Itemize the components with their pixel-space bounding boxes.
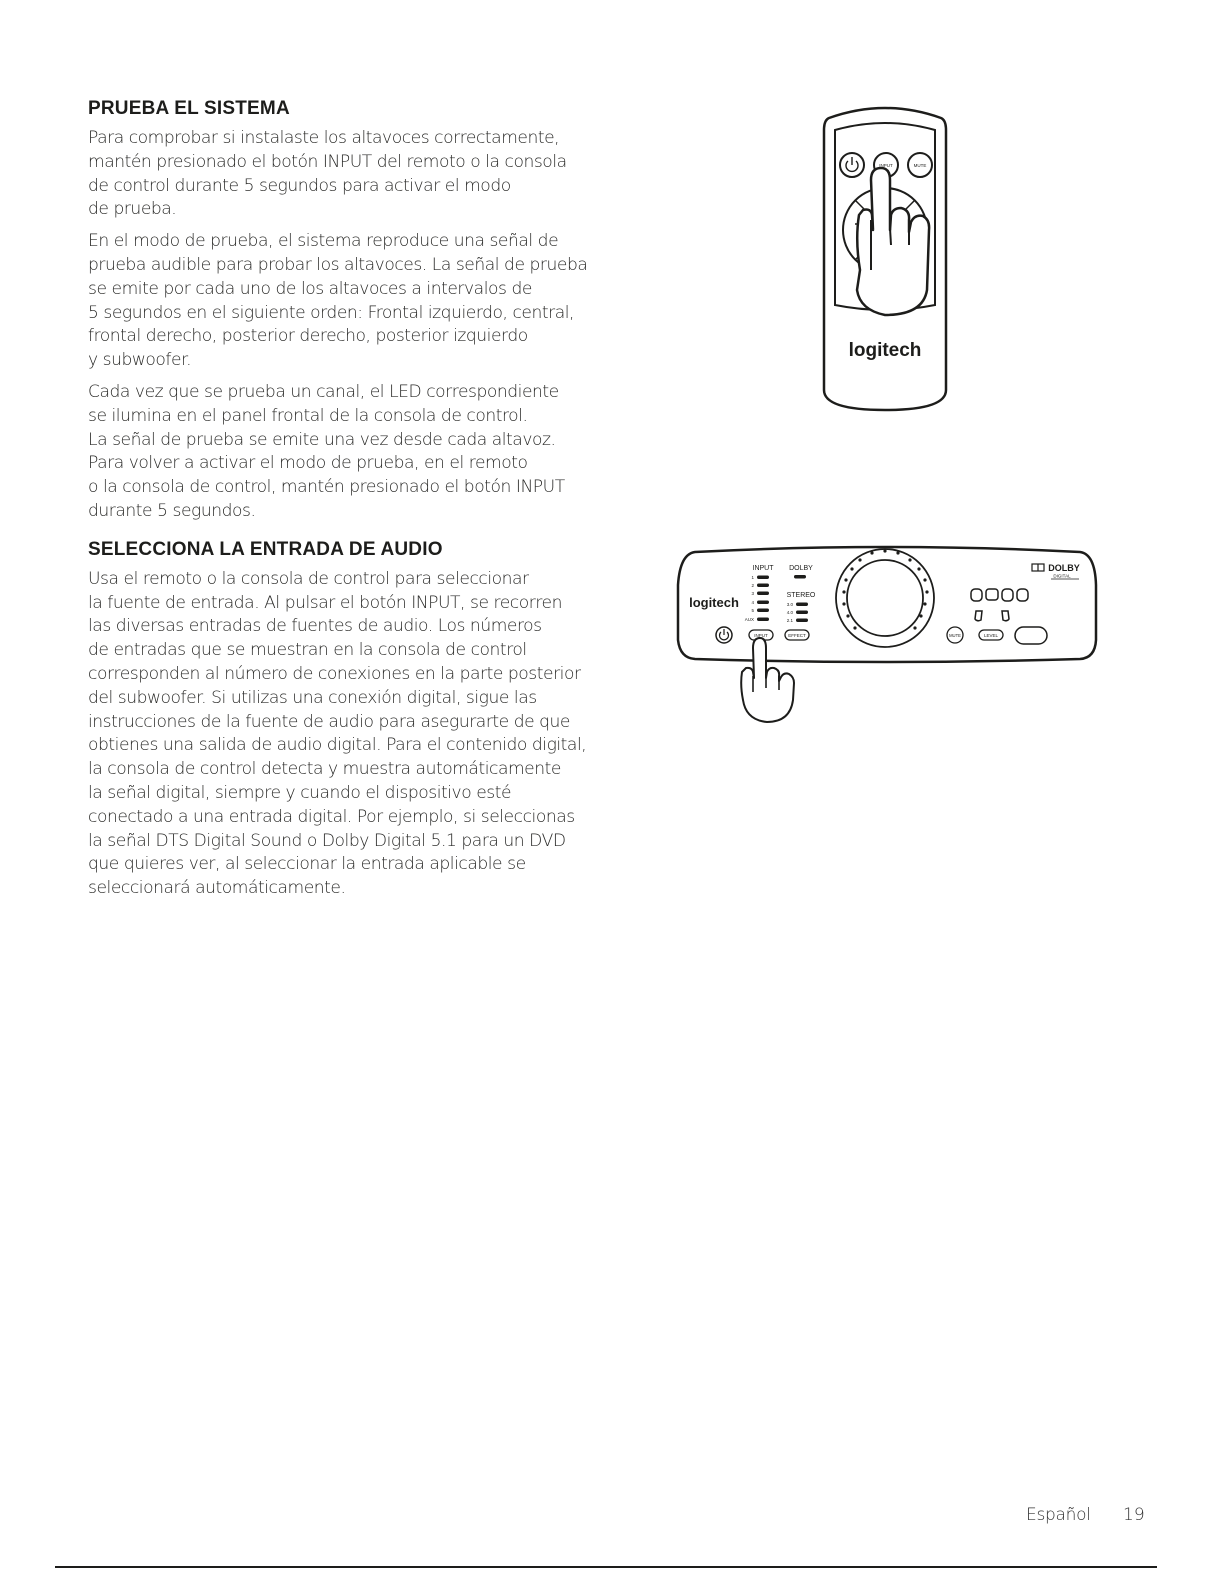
text-line: la señal digital, siempre y cuando el dispositivo esté xyxy=(88,782,512,803)
paragraph xyxy=(88,381,613,524)
text-line: se ilumina en el panel frontal de la consola de control. xyxy=(88,405,528,426)
input-led-label: 2 xyxy=(751,583,754,588)
stereo-led-label: 4.0 xyxy=(786,610,793,615)
dolby-logo-text: DOLBY xyxy=(1048,563,1080,573)
remote-illustration xyxy=(815,100,955,415)
stereo-led xyxy=(796,611,808,615)
volume-knob[interactable] xyxy=(836,549,934,647)
paragraph xyxy=(88,127,613,222)
text-line: conectado a una entrada digital. Por ejemplo, si seleccionas xyxy=(88,806,575,827)
section-heading-select-input: SELECCIONA LA ENTRADA DE AUDIO xyxy=(88,538,443,560)
stereo-header: STEREO xyxy=(786,592,816,599)
section-heading-test-system: PRUEBA EL SISTEMA xyxy=(88,98,290,119)
remote-input-label: INPUT xyxy=(879,163,893,168)
input-led xyxy=(757,584,769,588)
paragraph xyxy=(88,230,613,373)
text-line: la señal DTS Digital Sound o Dolby Digital 5.1 para un DVD xyxy=(88,830,566,851)
text-line: que quieres ver, al seleccionar la entrada aplicable se xyxy=(88,854,526,875)
text-line: de entradas que se muestran en la consola de control xyxy=(88,640,527,661)
input-led-label: AUX xyxy=(744,617,754,622)
text-line: corresponden al número de conexiones en la parte posterior xyxy=(88,663,581,684)
text-line: Para comprobar si instalaste los altavoces correctamente, xyxy=(88,128,560,148)
text-line: Usa el remoto o la consola de control para seleccionar xyxy=(88,568,529,589)
text-line: Cada vez que se prueba un canal, el LED correspondiente xyxy=(88,381,559,402)
text-line: del subwoofer. Si utilizas una conexión digital, sigue las xyxy=(88,687,537,708)
text-line: se emite por cada uno de los altavoces a intervalos de xyxy=(88,278,532,299)
text-column xyxy=(88,98,613,909)
text-line: las diversas entradas de fuentes de audio. Los números xyxy=(88,616,542,637)
stereo-led-label: 3.0 xyxy=(786,602,793,607)
dolby-header: DOLBY xyxy=(789,565,813,572)
page-number: 19 xyxy=(1123,1505,1145,1525)
console-headphone-jack xyxy=(1015,627,1047,644)
input-led xyxy=(757,601,769,605)
text-line: La señal de prueba se emite una vez desde cada altavoz. xyxy=(88,429,556,450)
paragraph xyxy=(88,568,613,901)
text-line: durante 5 segundos. xyxy=(88,500,256,521)
text-line: mantén presionado el botón INPUT del remoto o la consola xyxy=(88,151,567,172)
stereo-led-list xyxy=(787,602,808,623)
text-line: la fuente de entrada. Al pulsar el botón INPUT, se recorren xyxy=(88,592,562,613)
input-led-label: 3 xyxy=(751,591,754,596)
console-level-label: LEVEL xyxy=(983,633,999,638)
remote-mute-label: MUTE xyxy=(913,163,927,168)
text-line: seleccionará automáticamente. xyxy=(88,878,346,899)
stereo-led-label: 2.1 xyxy=(786,618,793,623)
control-console-illustration xyxy=(670,540,1105,730)
text-line: obtienes una salida de audio digital. Para el contenido digital, xyxy=(88,735,587,756)
console-mute-label: MUTE xyxy=(949,633,961,638)
input-led-label: 4 xyxy=(751,600,754,605)
remote-brand-logo: logitech xyxy=(848,340,922,361)
text-line: y subwoofer. xyxy=(88,350,192,371)
console-brand-logo: logitech xyxy=(689,595,739,610)
text-line: 5 segundos en el siguiente orden: Frontal izquierdo, central, xyxy=(88,302,575,323)
input-led-label: 5 xyxy=(751,608,754,613)
text-line: prueba audible para probar los altavoces. La señal de prueba xyxy=(88,254,588,275)
power-icon xyxy=(840,153,864,177)
text-line: de prueba. xyxy=(88,199,177,220)
input-header: INPUT xyxy=(752,565,774,572)
dolby-led xyxy=(794,575,806,579)
text-line: frontal derecho, posterior derecho, posterior izquierdo xyxy=(88,326,528,347)
console-input-label: INPUT xyxy=(754,633,768,638)
text-line: la consola de control detecta y muestra automáticamente xyxy=(88,759,561,780)
input-led xyxy=(757,609,769,613)
stereo-led xyxy=(796,603,808,607)
power-icon[interactable] xyxy=(716,627,732,643)
text-line: de control durante 5 segundos para activar el modo xyxy=(88,175,511,196)
dolby-logo-subtext: DIGITAL xyxy=(1053,573,1071,579)
console-effect-label: EFFECT xyxy=(788,633,806,638)
input-led xyxy=(757,592,769,596)
footer-language: Español xyxy=(1026,1505,1091,1525)
text-line: En el modo de prueba, el sistema reproduce una señal de xyxy=(88,231,559,252)
input-led xyxy=(757,576,769,580)
input-led xyxy=(757,618,769,622)
text-line: Para volver a activar el modo de prueba, en el remoto xyxy=(88,453,528,474)
input-led-label: 1 xyxy=(751,575,754,580)
text-line: instrucciones de la fuente de audio para asegurarte de que xyxy=(88,711,570,732)
text-line: o la consola de control, mantén presionado el botón INPUT xyxy=(88,477,565,498)
footer-rule xyxy=(55,1566,1157,1568)
stereo-led xyxy=(796,619,808,623)
